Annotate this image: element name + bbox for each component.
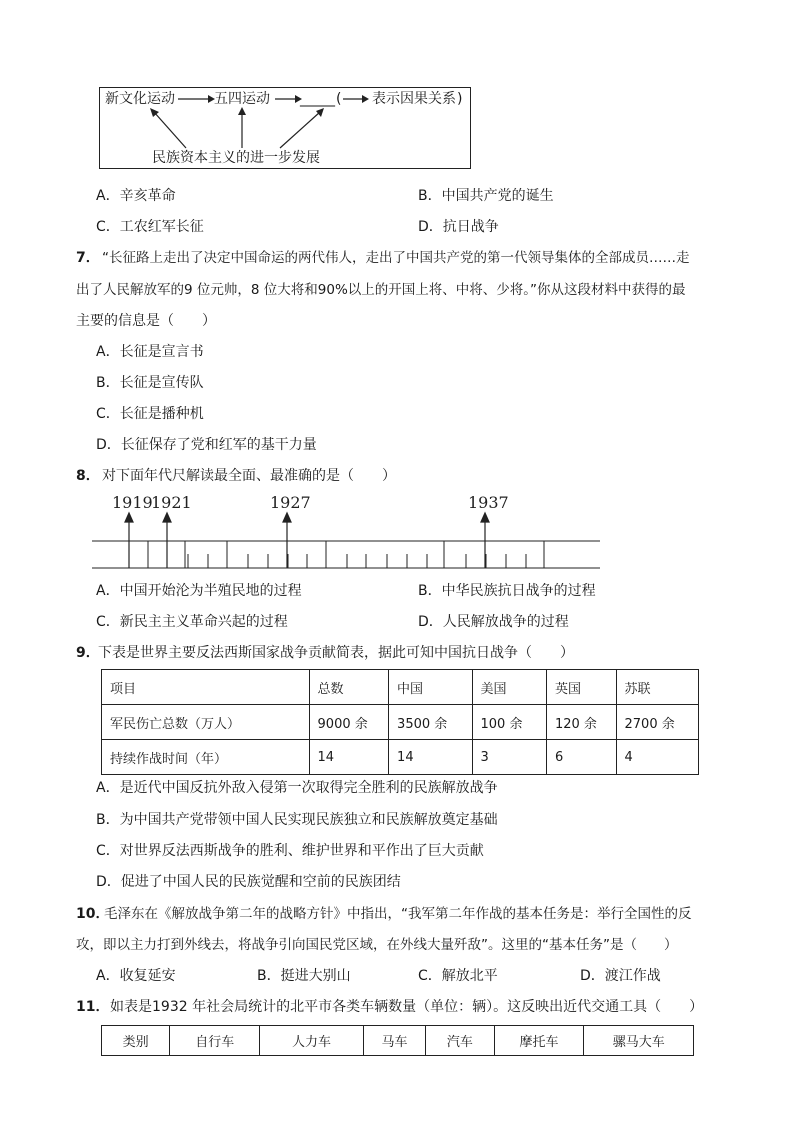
q6-option-d[interactable]: D．抗日战争 — [418, 219, 499, 235]
q8-option-c[interactable]: C．新民主主义革命兴起的过程 — [96, 614, 288, 630]
q7-stem-line-1: “长征路上走出了决定中国命运的两代伟人，走出了中国共产党的第一代领导集体的全部成员……走 — [102, 250, 690, 266]
q7-option-c[interactable]: C．长征是播种机 — [96, 406, 204, 422]
table-header-cell: 总数 — [309, 670, 389, 705]
table-header-cell: 自行车 — [170, 1026, 260, 1056]
table-row — [102, 705, 699, 740]
table-header-cell: 项目 — [102, 670, 310, 705]
table-header-cell: 汽车 — [426, 1026, 494, 1056]
table-cell: 2700 余 — [616, 705, 699, 740]
q10-option-c[interactable]: C．解放北平 — [418, 968, 498, 984]
q9-option-b[interactable]: B．为中国共产党带领中国人民实现民族独立和民族解放奠定基础 — [96, 812, 498, 828]
table-header-cell: 骡马大车 — [584, 1026, 694, 1056]
table-cell: 6 — [546, 740, 616, 775]
q10-option-b[interactable]: B．挺进大别山 — [257, 968, 351, 984]
q7-stem-line-3: 主要的信息是（ ） — [76, 313, 216, 329]
table-header-cell: 类别 — [102, 1026, 170, 1056]
timeline-label-1919: 1919 — [112, 493, 153, 512]
diagram-node-new-culture: 新文化运动 — [105, 91, 175, 107]
q9-number: 9． — [76, 645, 100, 661]
table-cell: 3 — [472, 740, 546, 775]
table-cell: 9000 余 — [309, 705, 389, 740]
table-cell: 军民伤亡总数（万人） — [102, 705, 310, 740]
q9-contribution-table — [101, 669, 699, 775]
legend-paren-close: ) — [457, 91, 463, 107]
q7-number: 7． — [76, 250, 100, 266]
q10-option-d[interactable]: D．渡江作战 — [580, 968, 661, 984]
q9-option-c[interactable]: C．对世界反法西斯战争的胜利、维护世界和平作出了巨大贡献 — [96, 843, 484, 859]
q6-option-c[interactable]: C．工农红军长征 — [96, 219, 204, 235]
q7-option-b[interactable]: B．长征是宣传队 — [96, 375, 204, 391]
q8-stem: 对下面年代尺解读最全面、最准确的是（ ） — [102, 468, 396, 484]
diagram-bottom-node: 民族资本主义的进一步发展 — [152, 150, 320, 166]
timeline-label-1921: 1921 — [151, 493, 192, 512]
q11-number: 11． — [76, 999, 110, 1015]
table-header-cell: 英国 — [546, 670, 616, 705]
legend-text: 表示因果关系 — [372, 91, 456, 107]
table-row — [102, 740, 699, 775]
table-cell: 3500 余 — [389, 705, 472, 740]
table-header-cell: 中国 — [389, 670, 472, 705]
diagram-blank: _____ — [300, 91, 335, 107]
table-header-cell: 人力车 — [260, 1026, 364, 1056]
q10-stem-line-1: 毛泽东在《解放战争第二年的战略方针》中指出，“我军第二年作战的基本任务是：举行全国性的反 — [104, 906, 692, 922]
q7-option-a[interactable]: A．长征是宣言书 — [96, 344, 204, 360]
q10-stem-line-2: 攻，即以主力打到外线去，将战争引向国民党区域，在外线大量歼敌”。这里的“基本任务”是（ ） — [76, 937, 678, 953]
table-cell: 100 余 — [472, 705, 546, 740]
table-cell: 14 — [309, 740, 389, 775]
q9-stem: 下表是世界主要反法西斯国家战争贡献简表，据此可知中国抗日战争（ ） — [98, 645, 574, 661]
q10-option-a[interactable]: A．收复延安 — [96, 968, 176, 984]
timeline-label-1937: 1937 — [468, 493, 509, 512]
q8-option-b[interactable]: B．中华民族抗日战争的过程 — [418, 583, 596, 599]
table-header-cell: 摩托车 — [494, 1026, 584, 1056]
q11-vehicle-table — [101, 1025, 694, 1056]
diagram-node-may-fourth: 五四运动 — [214, 91, 270, 107]
q7-stem-line-2: 出了人民解放军的9 位元帅，8 位大将和90%以上的开国上将、中将、少将。”你从这段材料中获得的最 — [76, 282, 686, 298]
table-cell: 4 — [616, 740, 699, 775]
table-header-cell: 苏联 — [616, 670, 699, 705]
table-header-cell: 美国 — [472, 670, 546, 705]
legend-paren-open: ( — [336, 91, 342, 107]
q8-number: 8． — [76, 468, 100, 484]
table-header-cell: 马车 — [363, 1026, 425, 1056]
arrow-right-icon — [273, 92, 303, 106]
q11-stem: 如表是1932 年社会局统计的北平市各类车辆数量（单位：辆）。这反映出近代交通工具（ ） — [110, 999, 704, 1015]
q7-option-d[interactable]: D．长征保存了党和红军的基干力量 — [96, 437, 317, 453]
arrow-right-icon — [176, 92, 216, 106]
q6-option-b[interactable]: B．中国共产党的诞生 — [418, 188, 554, 204]
table-cell: 120 余 — [546, 705, 616, 740]
q8-option-a[interactable]: A．中国开始沦为半殖民地的过程 — [96, 583, 302, 599]
cause-arrows — [140, 106, 340, 150]
q9-option-a[interactable]: A．是近代中国反抗外敌入侵第一次取得完全胜利的民族解放战争 — [96, 780, 498, 796]
table-header-row — [102, 670, 699, 705]
table-cell: 持续作战时间（年） — [102, 740, 310, 775]
q10-number: 10． — [76, 906, 110, 922]
q6-option-a[interactable]: A．辛亥革命 — [96, 188, 176, 204]
table-header-row — [102, 1026, 694, 1056]
legend-arrow-icon — [342, 92, 370, 106]
timeline-label-1927: 1927 — [270, 493, 311, 512]
timeline-ruler — [92, 488, 602, 574]
q8-option-d[interactable]: D．人民解放战争的过程 — [418, 614, 569, 630]
table-cell: 14 — [389, 740, 472, 775]
q9-option-d[interactable]: D．促进了中国人民的民族觉醒和空前的民族团结 — [96, 874, 401, 890]
